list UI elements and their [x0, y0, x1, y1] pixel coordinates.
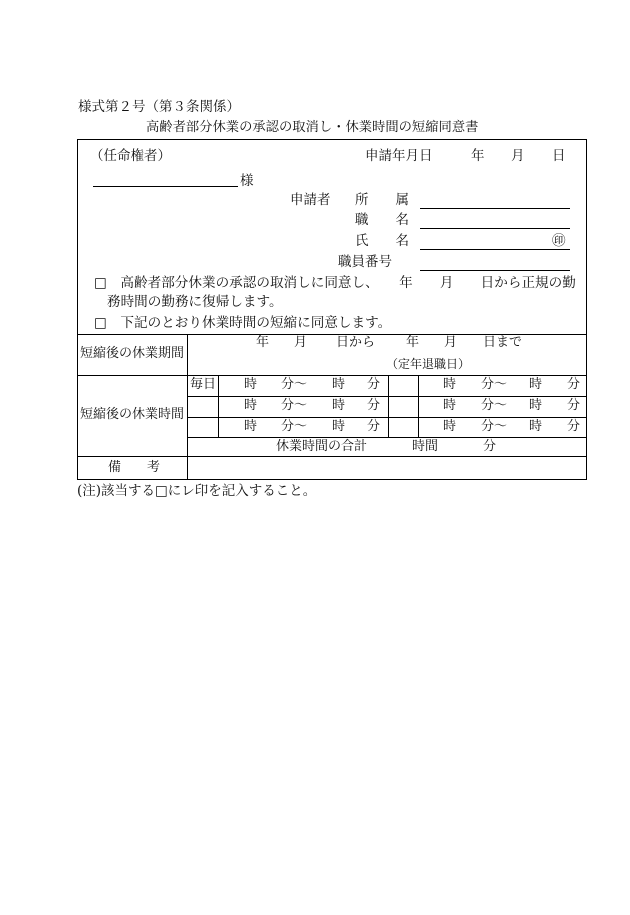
hours-r2-right-hour: 時 — [443, 398, 457, 413]
form-title: 高齢者部分休業の承認の取消し・休業時間の短縮同意書 — [146, 120, 479, 135]
cancel-consent-line1: □ 高齢者部分休業の承認の取消しに同意し、 年 月 日から正規の勤 — [94, 275, 576, 291]
hours-r2-left-hour: 時 — [244, 398, 258, 413]
applicant-label: 申請者 — [290, 192, 331, 208]
remarks-top-line — [77, 456, 587, 457]
period-from-day: 日から — [336, 335, 376, 350]
application-date-label: 申請年月日 — [365, 148, 433, 164]
hours-r1-right-minute-end: 分 — [567, 377, 581, 392]
hours-r3-left-hour: 時 — [244, 419, 258, 434]
period-to-day: 日まで — [483, 335, 523, 350]
department-line — [420, 208, 570, 209]
application-date-year: 年 — [471, 148, 485, 164]
daily-column-line — [218, 375, 219, 437]
name-label: 氏 名 — [355, 233, 409, 249]
period-retirement-note: （定年退職日） — [386, 357, 471, 371]
hours-r3-left-minute-to: 分～ — [281, 419, 308, 434]
hours-subrow-line-1 — [187, 396, 587, 397]
employee-number-line — [420, 270, 570, 271]
hours-r2-right-hour-end: 時 — [529, 398, 543, 413]
hours-r2-right-minute-end: 分 — [567, 398, 581, 413]
cancel-consent-line2: 務時間の勤務に復帰します。 — [107, 294, 283, 310]
hours-r3-right-hour: 時 — [443, 419, 457, 434]
period-from-year: 年 — [256, 335, 270, 350]
employee-number-label: 職員番号 — [338, 254, 392, 270]
application-date-month: 月 — [511, 148, 525, 164]
appointer-name-line — [93, 186, 238, 187]
hours-r1-right-hour-end: 時 — [529, 377, 543, 392]
period-label: 短縮後の休業期間 — [79, 346, 184, 361]
label-column-line — [187, 334, 188, 479]
hours-r1-left-minute-to: 分～ — [281, 377, 308, 392]
hours-r1-left-hour-end: 時 — [332, 377, 346, 392]
period-to-month: 月 — [444, 335, 458, 350]
hours-r3-right-minute-end: 分 — [567, 419, 581, 434]
hours-r2-right-minute-to: 分～ — [481, 398, 508, 413]
hours-r2-left-minute-end: 分 — [367, 398, 381, 413]
hours-subrow-line-2 — [187, 417, 587, 418]
remarks-label: 備 考 — [108, 460, 161, 475]
hours-subrow-line-3 — [187, 437, 587, 438]
hours-r1-right-hour: 時 — [443, 377, 457, 392]
appointer-label: （任命権者） — [90, 148, 171, 164]
hours-r1-right-minute-to: 分～ — [481, 377, 508, 392]
hours-r3-right-minute-to: 分～ — [481, 419, 508, 434]
position-line — [420, 228, 570, 229]
total-minutes-unit: 分 — [483, 439, 497, 454]
hours-r3-left-hour-end: 時 — [332, 419, 346, 434]
form-number: 様式第２号（第３条関係） — [78, 99, 240, 115]
hours-r1-left-minute-end: 分 — [367, 377, 381, 392]
hours-r3-right-hour-end: 時 — [529, 419, 543, 434]
daily-label: 毎日 — [190, 377, 217, 392]
period-from-month: 月 — [294, 335, 308, 350]
department-label: 所 属 — [355, 192, 409, 208]
shorten-consent: □ 下記のとおり休業時間の短縮に同意します。 — [94, 315, 392, 331]
hours-r3-left-minute-end: 分 — [367, 419, 381, 434]
hours-label: 短縮後の休業時間 — [79, 407, 184, 422]
mid-column-line-left — [388, 375, 389, 437]
total-hours-label: 休業時間の合計 — [276, 439, 368, 454]
mid-column-line-right — [418, 375, 419, 437]
period-bottom-line — [77, 375, 587, 376]
name-line — [420, 249, 570, 250]
hours-r2-left-hour-end: 時 — [332, 398, 346, 413]
footnote: (注)該当する□にレ印を記入すること。 — [77, 483, 317, 499]
hours-r1-left-hour: 時 — [244, 377, 258, 392]
position-label: 職 名 — [355, 212, 409, 228]
seal-mark: ㊞ — [552, 233, 566, 249]
application-date-day: 日 — [552, 148, 566, 164]
period-to-year: 年 — [406, 335, 420, 350]
hours-r2-left-minute-to: 分～ — [281, 398, 308, 413]
honorific-sama: 様 — [240, 173, 254, 189]
total-hours-unit: 時間 — [412, 439, 439, 454]
